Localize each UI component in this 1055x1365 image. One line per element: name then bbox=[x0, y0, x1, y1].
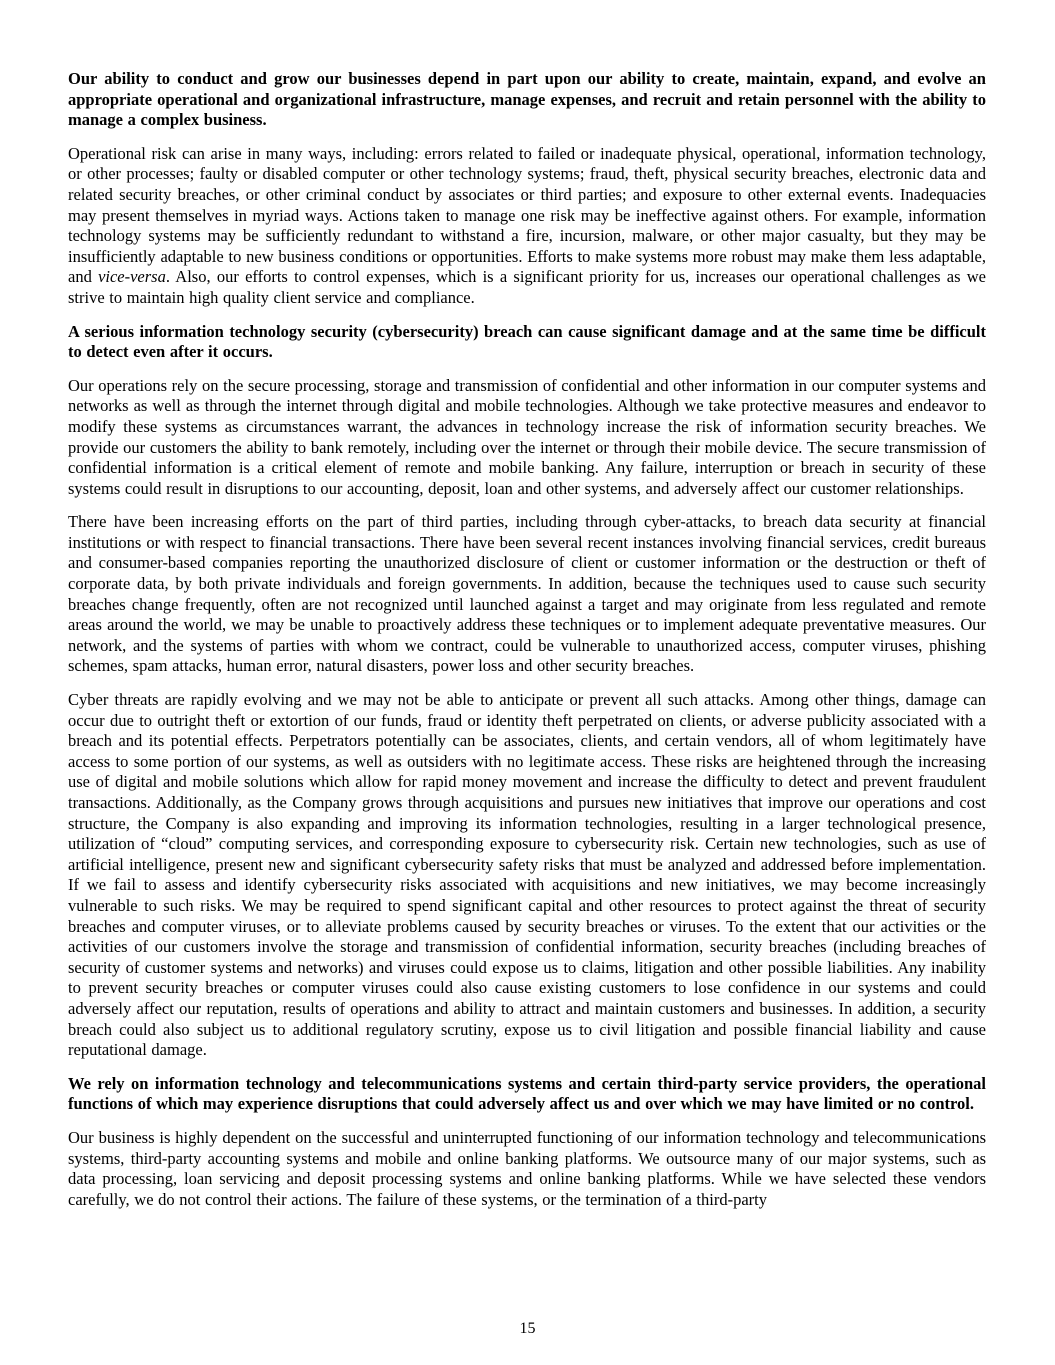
page-footer bbox=[0, 1319, 1055, 1339]
page-number: 15 bbox=[519, 1320, 536, 1337]
document-body bbox=[68, 69, 986, 1223]
text-run: We rely on information technology and telecommunications systems and certain third-party service providers, the operational functions of which may experience disruptions that could adversely affect us and over which we may have limited or no control. bbox=[68, 1073, 986, 1114]
text-run: A serious information technology security (cybersecurity) breach can cause significant damage and at the same time be difficult to detect even after it occurs. bbox=[68, 321, 986, 362]
paragraph-business-dependence bbox=[68, 1128, 986, 1210]
risk-heading-operational-infrastructure bbox=[68, 69, 986, 131]
text-run: Our business is highly dependent on the successful and uninterrupted functioning of our information technology and telecommunications systems, third-party accounting systems and mobile and online banking platforms. We outsource many of our major systems, such as data processing, loan servicing and deposit processing systems and online banking platforms. While we have selected these vendors carefully, we do not control their actions. The failure of these systems, or the termination of a third-party bbox=[68, 1127, 986, 1209]
paragraph-cyber-threats bbox=[68, 690, 986, 1061]
text-run: Our operations rely on the secure processing, storage and transmission of confidential and other information in our computer systems and networks as well as through the internet through digital and mobile technologies. Although we take protective measures and endeavor to modify these systems as circumstances warrant, the advances in technology increase the risk of information security breaches. We provide our customers the ability to bank remotely, including over the internet or through their mobile device. The secure transmission of confidential information is a critical element of remote and mobile banking. Any failure, interruption or breach in security of these systems could result in disruptions to our accounting, deposit, loan and other systems, and adversely affect our customer relationships. bbox=[68, 375, 986, 498]
text-run: Our ability to conduct and grow our businesses depend in part upon our ability to create, maintain, expand, and evolve an appropriate operational and organizational infrastructure, manage expenses, and recruit and retain personnel with the ability to manage a complex business. bbox=[68, 69, 986, 130]
paragraph-operational-risk bbox=[68, 144, 986, 309]
risk-heading-third-party-providers bbox=[68, 1074, 986, 1115]
text-run: There have been increasing efforts on the part of third parties, including through cyber-attacks, to breach data security at financial institutions or with respect to financial transactions. There have been several recent instances involving financial services, credit bureaus and consumer-based companies reporting the unauthorized disclosure of client or customer information or the destruction or theft of corporate data, by both private individuals and foreign governments. In addition, because the techniques used to cause such security breaches change frequently, often are not recognized until launched against a target and may originate from less regulated and remote areas around the world, we may be unable to proactively address these techniques or to implement adequate preventative measures. Our network, and the systems of parties with whom we contract, could be vulnerable to unauthorized access, computer viruses, phishing schemes, spam attacks, human error, natural disasters, power loss and other security breaches. bbox=[68, 512, 986, 676]
paragraph-third-party-efforts bbox=[68, 512, 986, 677]
paragraph-secure-processing bbox=[68, 376, 986, 500]
italic-text-run: vice-versa bbox=[98, 267, 166, 287]
text-run: . Also, our efforts to control expenses, which is a significant priority for us, increases our operational challenges as we strive to maintain high quality client service and compliance. bbox=[68, 267, 986, 307]
text-run: Operational risk can arise in many ways, including: errors related to failed or inadequate physical, operational, information technology, or other processes; faulty or disabled computer or other technology systems; fraud, theft, physical security breaches, electronic data and related security breaches, or other criminal conduct by associates or third parties; and exposure to other external events. Inadequacies may present themselves in myriad ways. Actions taken to manage one risk may be ineffective against others. For example, information technology systems may be sufficiently redundant to withstand a fire, incursion, malware, or other major casualty, but they may be insufficiently adaptable to new business conditions or opportunities. Efforts to make systems more robust may make them less adaptable, and bbox=[68, 143, 986, 287]
risk-heading-cybersecurity-breach bbox=[68, 322, 986, 363]
text-run: Cyber threats are rapidly evolving and we may not be able to anticipate or prevent all such attacks. Among other things, damage can occur due to outright theft or extortion of our funds, fraud or identity theft perpetrated on clients, or adverse publicity associated with a breach and its potential effects. Perpetrators potentially can be associates, clients, and certain vendors, all of whom legitimately have access to some portion of our systems, as well as outsiders with no legitimate access. These risks are heightened through the increasing use of digital and mobile solutions which allow for rapid money movement and increase the difficulty to detect and prevent fraudulent transactions. Additionally, as the Company grows through acquisitions and pursues new initiatives that improve our operations and cost structure, the Company is also expanding and improving its information technologies, resulting in a larger technological presence, utilization of “cloud” computing services, and corresponding exposure to cybersecurity risk. Certain new technologies, such as use of artificial intelligence, present new and significant cybersecurity safety risks that must be analyzed and addressed before implementation. If we fail to assess and identify cybersecurity risks associated with acquisitions and new initiatives, we may become increasingly vulnerable to such risks. We may be required to spend significant capital and other resources to protect against the threat of security breaches and computer viruses, or to alleviate problems caused by security breaches or viruses. To the extent that our activities or the activities of our customers involve the storage and transmission of confidential information, security breaches (including breaches of security of customer systems and networks) and viruses could expose us to claims, litigation and other possible liabilities. Any inability to prevent security breaches or computer viruses could also cause existing customers to lose confidence in our systems and could adversely affect our reputation, results of operations and ability to attract and maintain customers and businesses. In addition, a security breach could also subject us to additional regulatory scrutiny, expose us to civil litigation and possible financial liability and cause reputational damage. bbox=[68, 690, 986, 1060]
